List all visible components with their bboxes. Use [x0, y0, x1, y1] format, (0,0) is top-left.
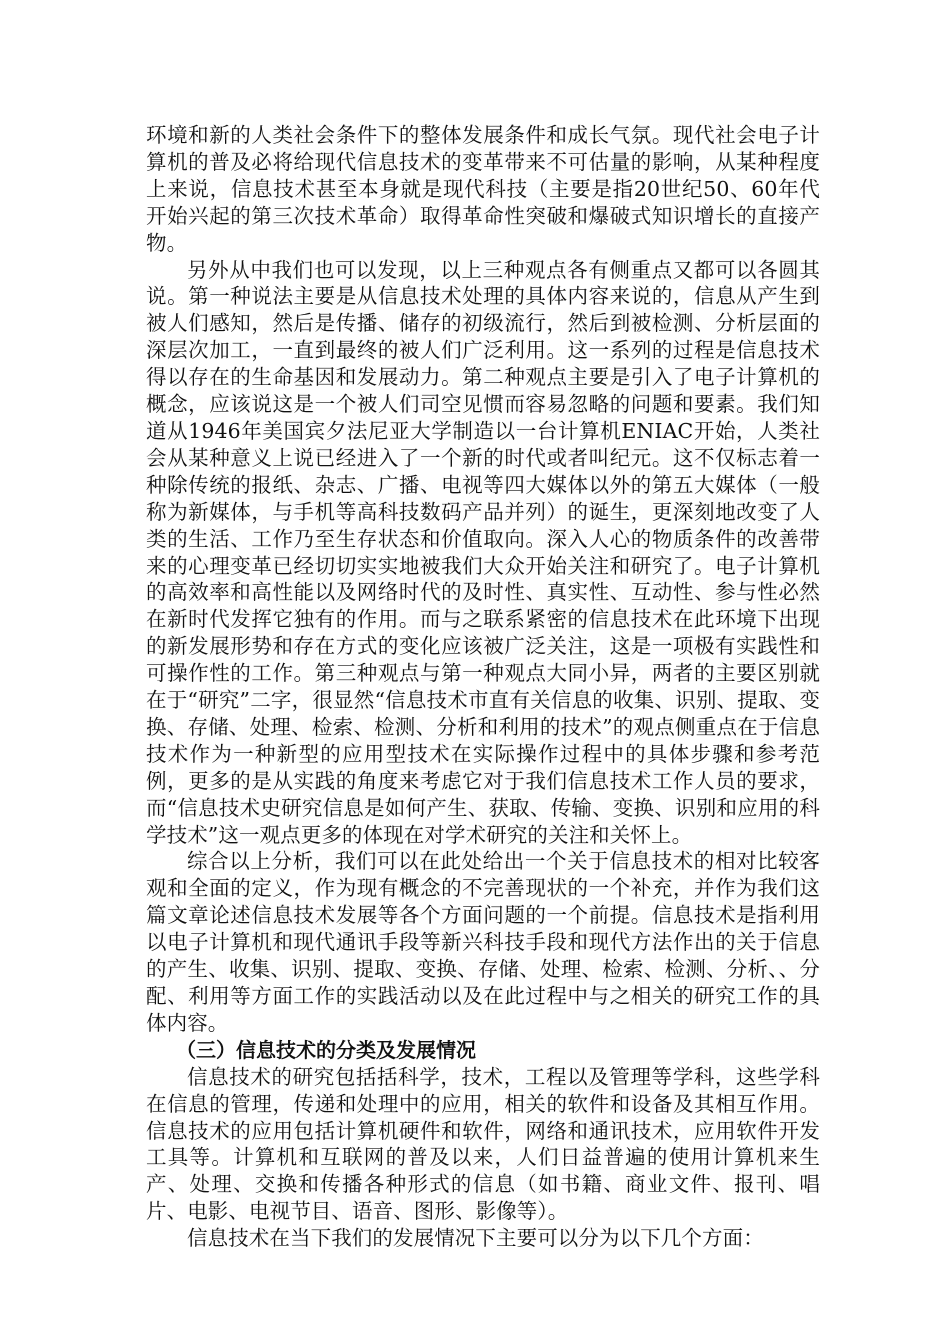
paragraph-research-scope: 信息技术的研究包括括科学，技术，工程以及管理等学科，这些学科在信息的管理，传递和处理中的应用，相关的软件和设备及其相互作用。信息技术的应用包括计算机硬件和软件，网络和通讯技术，应用软件开发工具等。计算机和互联网的普及以来，人们日益普遍的使用计算机来生产、处理、交换和传播各种形式的信息（如书籍、商业文件、报刊、唱片、电影、电视节目、语音、图形、影像等）。: [146, 1064, 820, 1224]
paragraph-development-intro: 信息技术在当下我们的发展情况下主要可以分为以下几个方面：: [187, 1226, 764, 1251]
paragraph-viewpoints-comparison: 另外从中我们也可以发现，以上三种观点各有侧重点又都可以各圆其说。第一种说法主要是从信息技术处理的具体内容来说的，信息从产生到被人们感知，然后是传播、储存的初级流行，然后到被检测、分析层面的深层次加工，一直到最终的被人们广泛利用。这一系列的过程是信息技术得以存在的生命基因和发展动力。第二种观点主要是引入了电子计算机的概念，应该说这是一个被人们司空见惯而容易忽略的问题和要素。我们知道从1946年美国宾夕法尼亚大学制造以一台计算机ENIAC开始，人类社会从某种意义上说已经进入了一个新的时代或者叫纪元。这不仅标志着一种除传统的报纸、杂志、广播、电视等四大媒体以外的第五大媒体（一般称为新媒体，与手机等高科技数码产品并列）的诞生，更深刻地改变了人类的生活、工作乃至生存状态和价值取向。深入人心的物质条件的改善带来的心理变革已经切切实实地被我们大众开始关注和研究了。电子计算机的高效率和高性能以及网络时代的及时性、真实性、互动性、参与性必然在新时代发挥它独有的作用。而与之联系紧密的信息技术在此环境下出现的新发展形势和存在方式的变化应该被广泛关注，这是一项极有实践性和可操作性的工作。第三种观点与第一种观点大同小异，两者的主要区别就在于“研究”二字，很显然“信息技术市直有关信息的收集、识别、提取、变换、存储、处理、检索、检测、分析和利用的技术”的观点侧重点在于信息技术作为一种新型的应用型技术在实际操作过程中的具体步骤和参考范例，更多的是从实践的角度来考虑它对于我们信息技术工作人员的要求，而“信息技术史研究信息是如何产生、获取、传输、变换、识别和应用的科学技术”这一观点更多的体现在对学术研究的关注和关怀上。: [146, 257, 820, 847]
paragraph-definition: 综合以上分析，我们可以在此处给出一个关于信息技术的相对比较客观和全面的定义，作为现有概念的不完善现状的一个补充，并作为我们这篇文章论述信息技术发展等各个方面问题的一个前提。信息技术是指利用以电子计算机和现代通讯手段等新兴科技手段和现代方法作出的关于信息的产生、收集、识别、提取、变换、存储、处理、检索、检测、分析、、分配、利用等方面工作的实践活动以及在此过程中与之相关的研究工作的具体内容。: [146, 849, 820, 1035]
paragraph-continuation: 环境和新的人类社会条件下的整体发展条件和成长气氛。现代社会电子计算机的普及必将给现代信息技术的变革带来不可估量的影响，从某种程度上来说，信息技术甚至本身就是现代科技（主要是指20世纪50、60年代开始兴起的第三次技术革命）取得革命性突破和爆破式知识增长的直接产物。: [146, 123, 820, 255]
document-page: [146, 122, 820, 1252]
section-heading: （三）信息技术的分类及发展情况: [176, 1037, 476, 1062]
